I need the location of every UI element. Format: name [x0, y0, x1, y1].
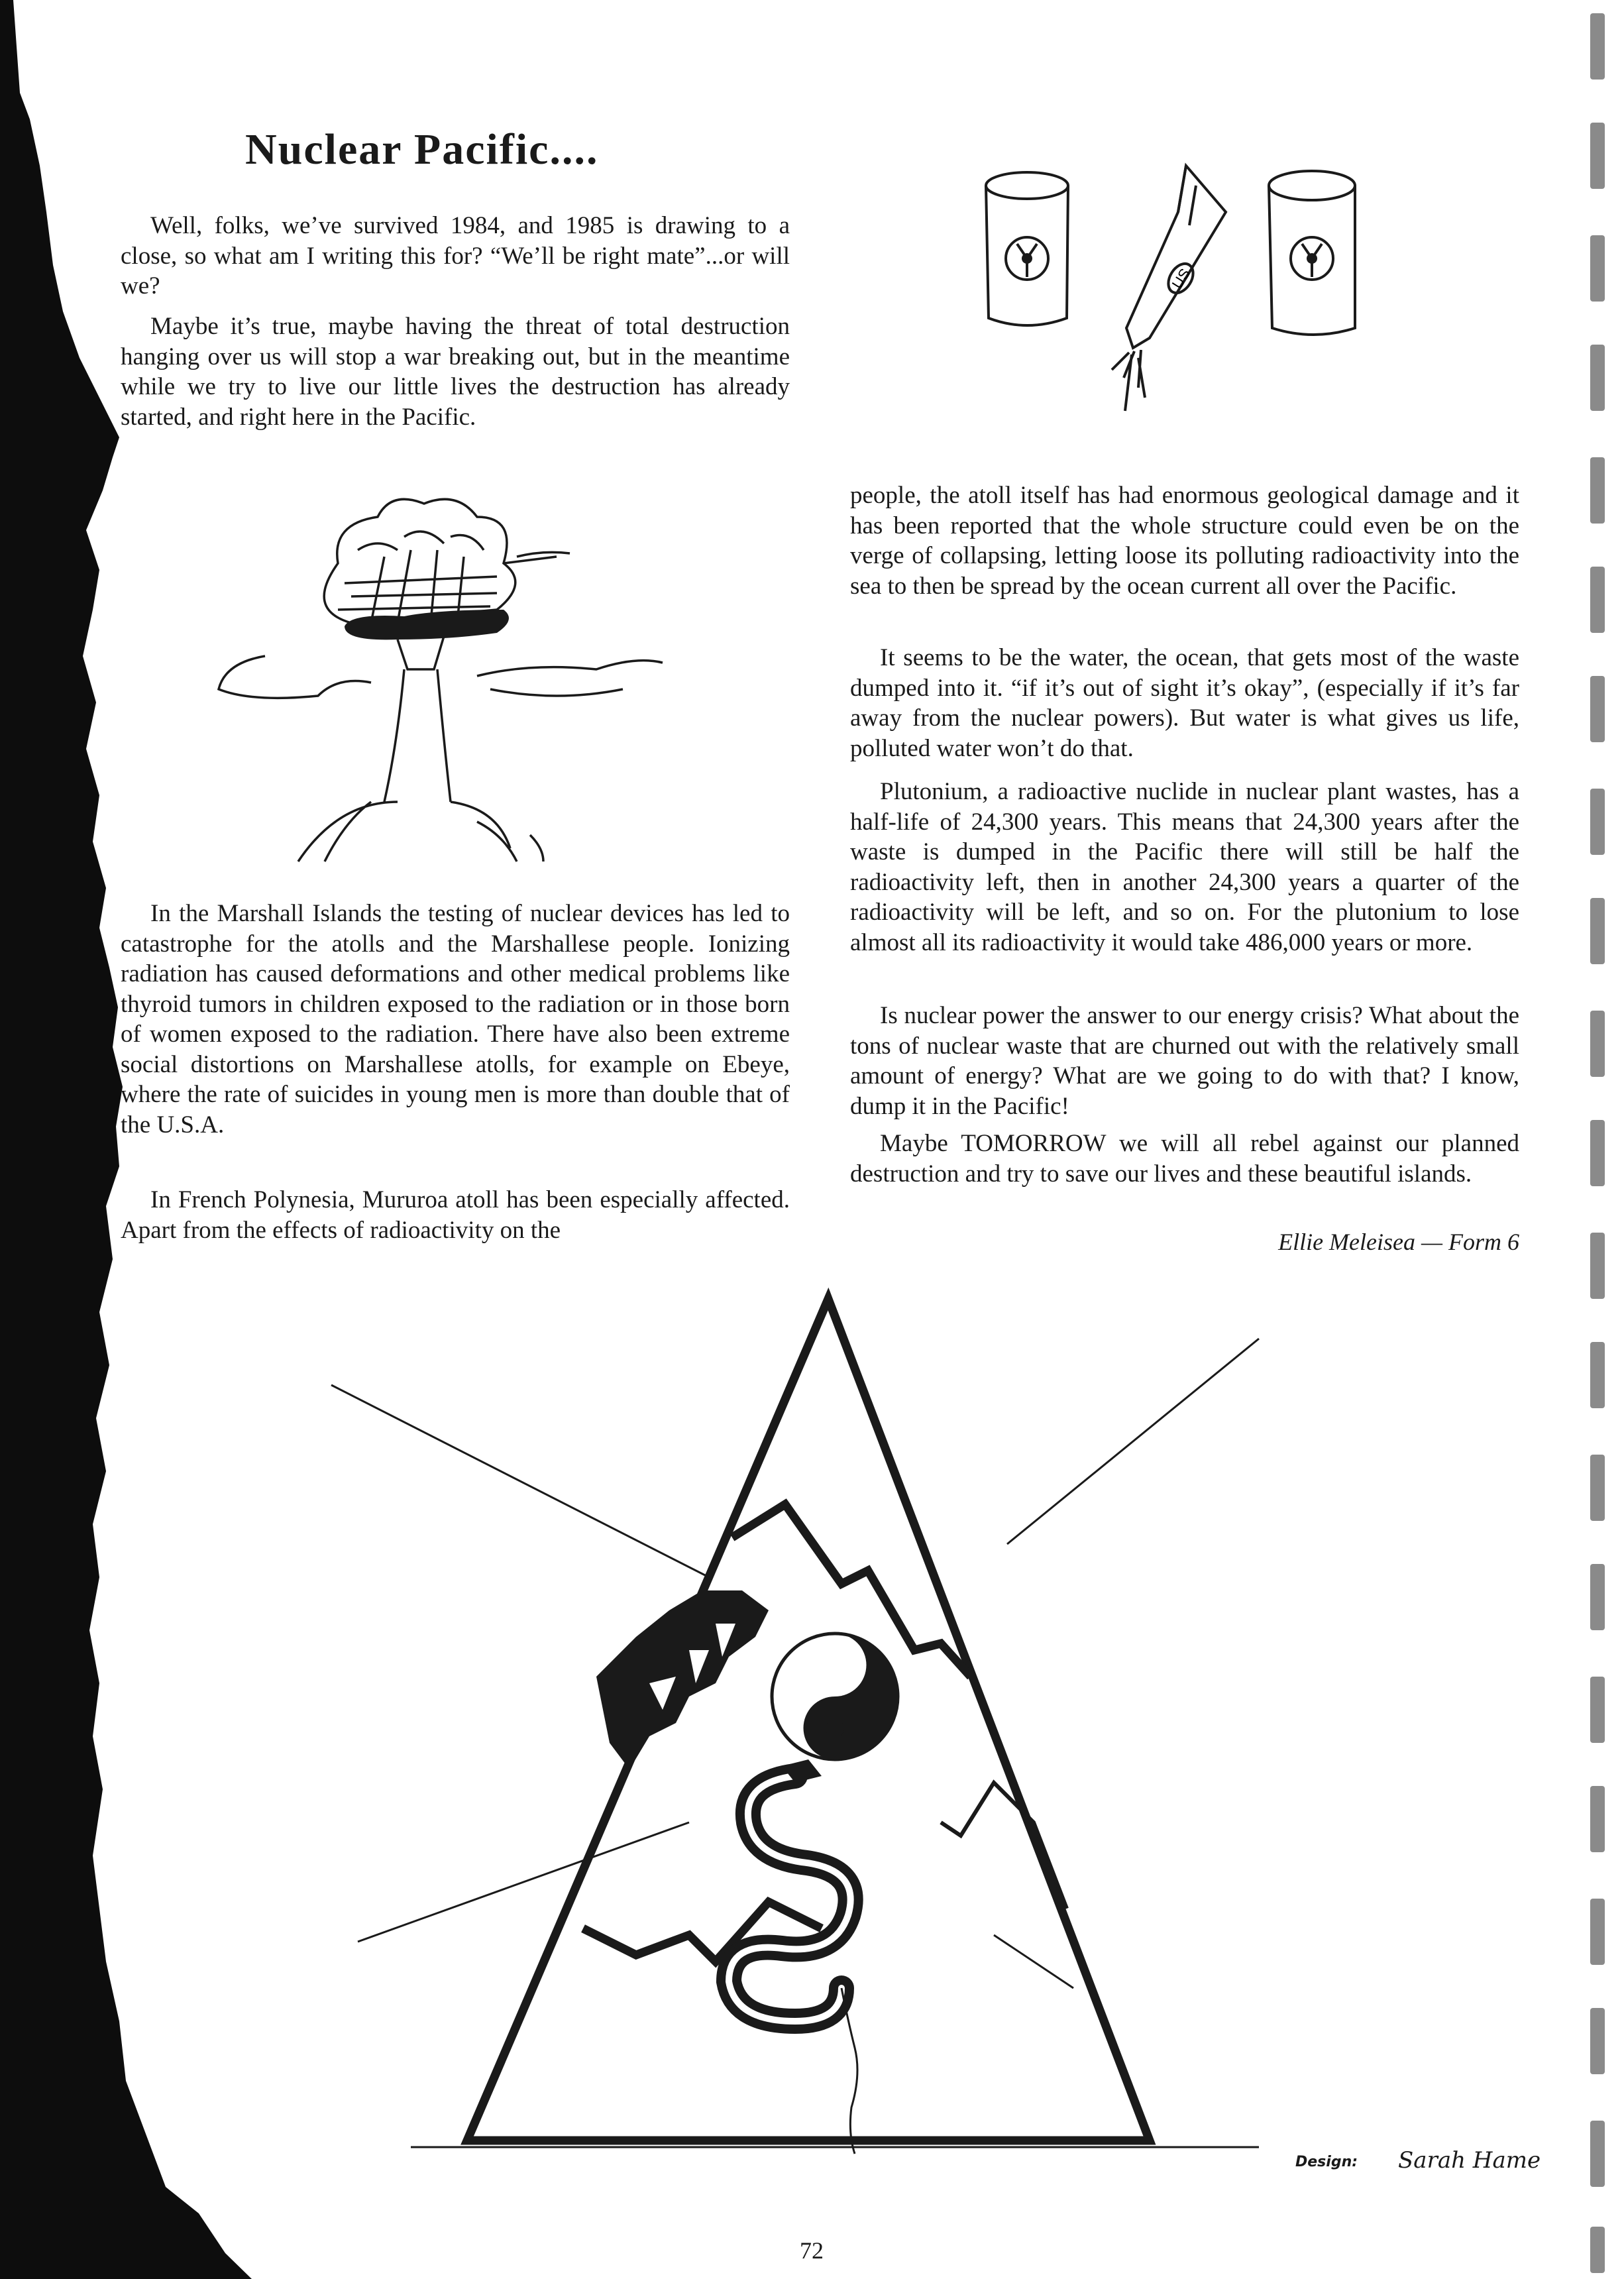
page-number: 72	[800, 2237, 824, 2264]
paragraph-plutonium: Plutonium, a radioactive nuclide in nuclear plant wastes, has a half-life of 24,300 years. This means that 24,300 years after the waste is dumped in the Pacific there will still be half the radioactivity left, then in another 24,300 years a quarter of the radioactivity will be left, and so on. For the plutonium to lose almost all its radioactivity it would take 486,000 years or more.	[850, 778, 1519, 956]
design-credit-label: Design:	[1295, 2154, 1358, 2170]
paragraph-marshall-islands: In the Marshall Islands the testing of nuclear devices has led to catastrophe for the atolls and the Marshallese people. Ionizing radiation has caused deformations and other medical problems like thyroid tumors in children exposed to the radiation or in those born of women exposed to the radiation. There have also been extreme social distortions on Marshallese atolls, for example on Ebeye, where the rate of suicides in young men is more than double that of the U.S.A.	[121, 900, 790, 1139]
paragraph-french-polynesia-continued: people, the atoll itself has had enormous geological damage and it has been reported that the whole structure could even be on the verge of collapsing, letting loose its polluting radioactivity into the sea to then be spread by the ocean current all over the Pacific.	[850, 482, 1519, 600]
mushroom-cloud-illustration	[186, 490, 716, 875]
paragraph-french-polynesia-start: In French Polynesia, Mururoa atoll has been especially affected. Apart from the effects of radioactivity on the	[121, 1186, 790, 1244]
byline: Ellie Meleisea — Form 6	[1278, 1229, 1519, 1255]
article-title: Nuclear Pacific....	[245, 125, 599, 174]
rocket-label: US	[1168, 265, 1194, 292]
paragraph-water: It seems to be the water, the ocean, that gets most of the waste dumped into it. “if it’s out of sight it’s okay”, (especially if it’s far away from the nuclear powers). But water is what gives us life, polluted water won’t do that.	[850, 644, 1519, 762]
barrels-and-rocket-illustration	[967, 159, 1391, 444]
paragraph-intro: Well, folks, we’ve survived 1984, and 1985 is drawing to a close, so what am I writing this for? “We’ll be right mate”...or will we?	[121, 212, 790, 300]
paragraph-nuclear-power: Is nuclear power the answer to our energy crisis? What about the tons of nuclear waste that are churned out with the relatively small amount of energy? What are we going to do with that? I know, dump it in the Pacific!	[850, 1002, 1519, 1120]
paragraph-tomorrow: Maybe TOMORROW we will all rebel against our planned destruction and try to save our lives and these beautiful islands.	[850, 1130, 1519, 1188]
paragraph-threat: Maybe it’s true, maybe having the threat of total destruction hanging over us will stop a war breaking out, but in the meantime while we try to live our little lives the destruction has already started, and right here in the Pacific.	[121, 313, 790, 431]
design-credit-name: Sarah Hame	[1398, 2147, 1541, 2174]
spiral-binding	[1577, 0, 1624, 2279]
triangle-serpent-illustration	[318, 1279, 1272, 2180]
